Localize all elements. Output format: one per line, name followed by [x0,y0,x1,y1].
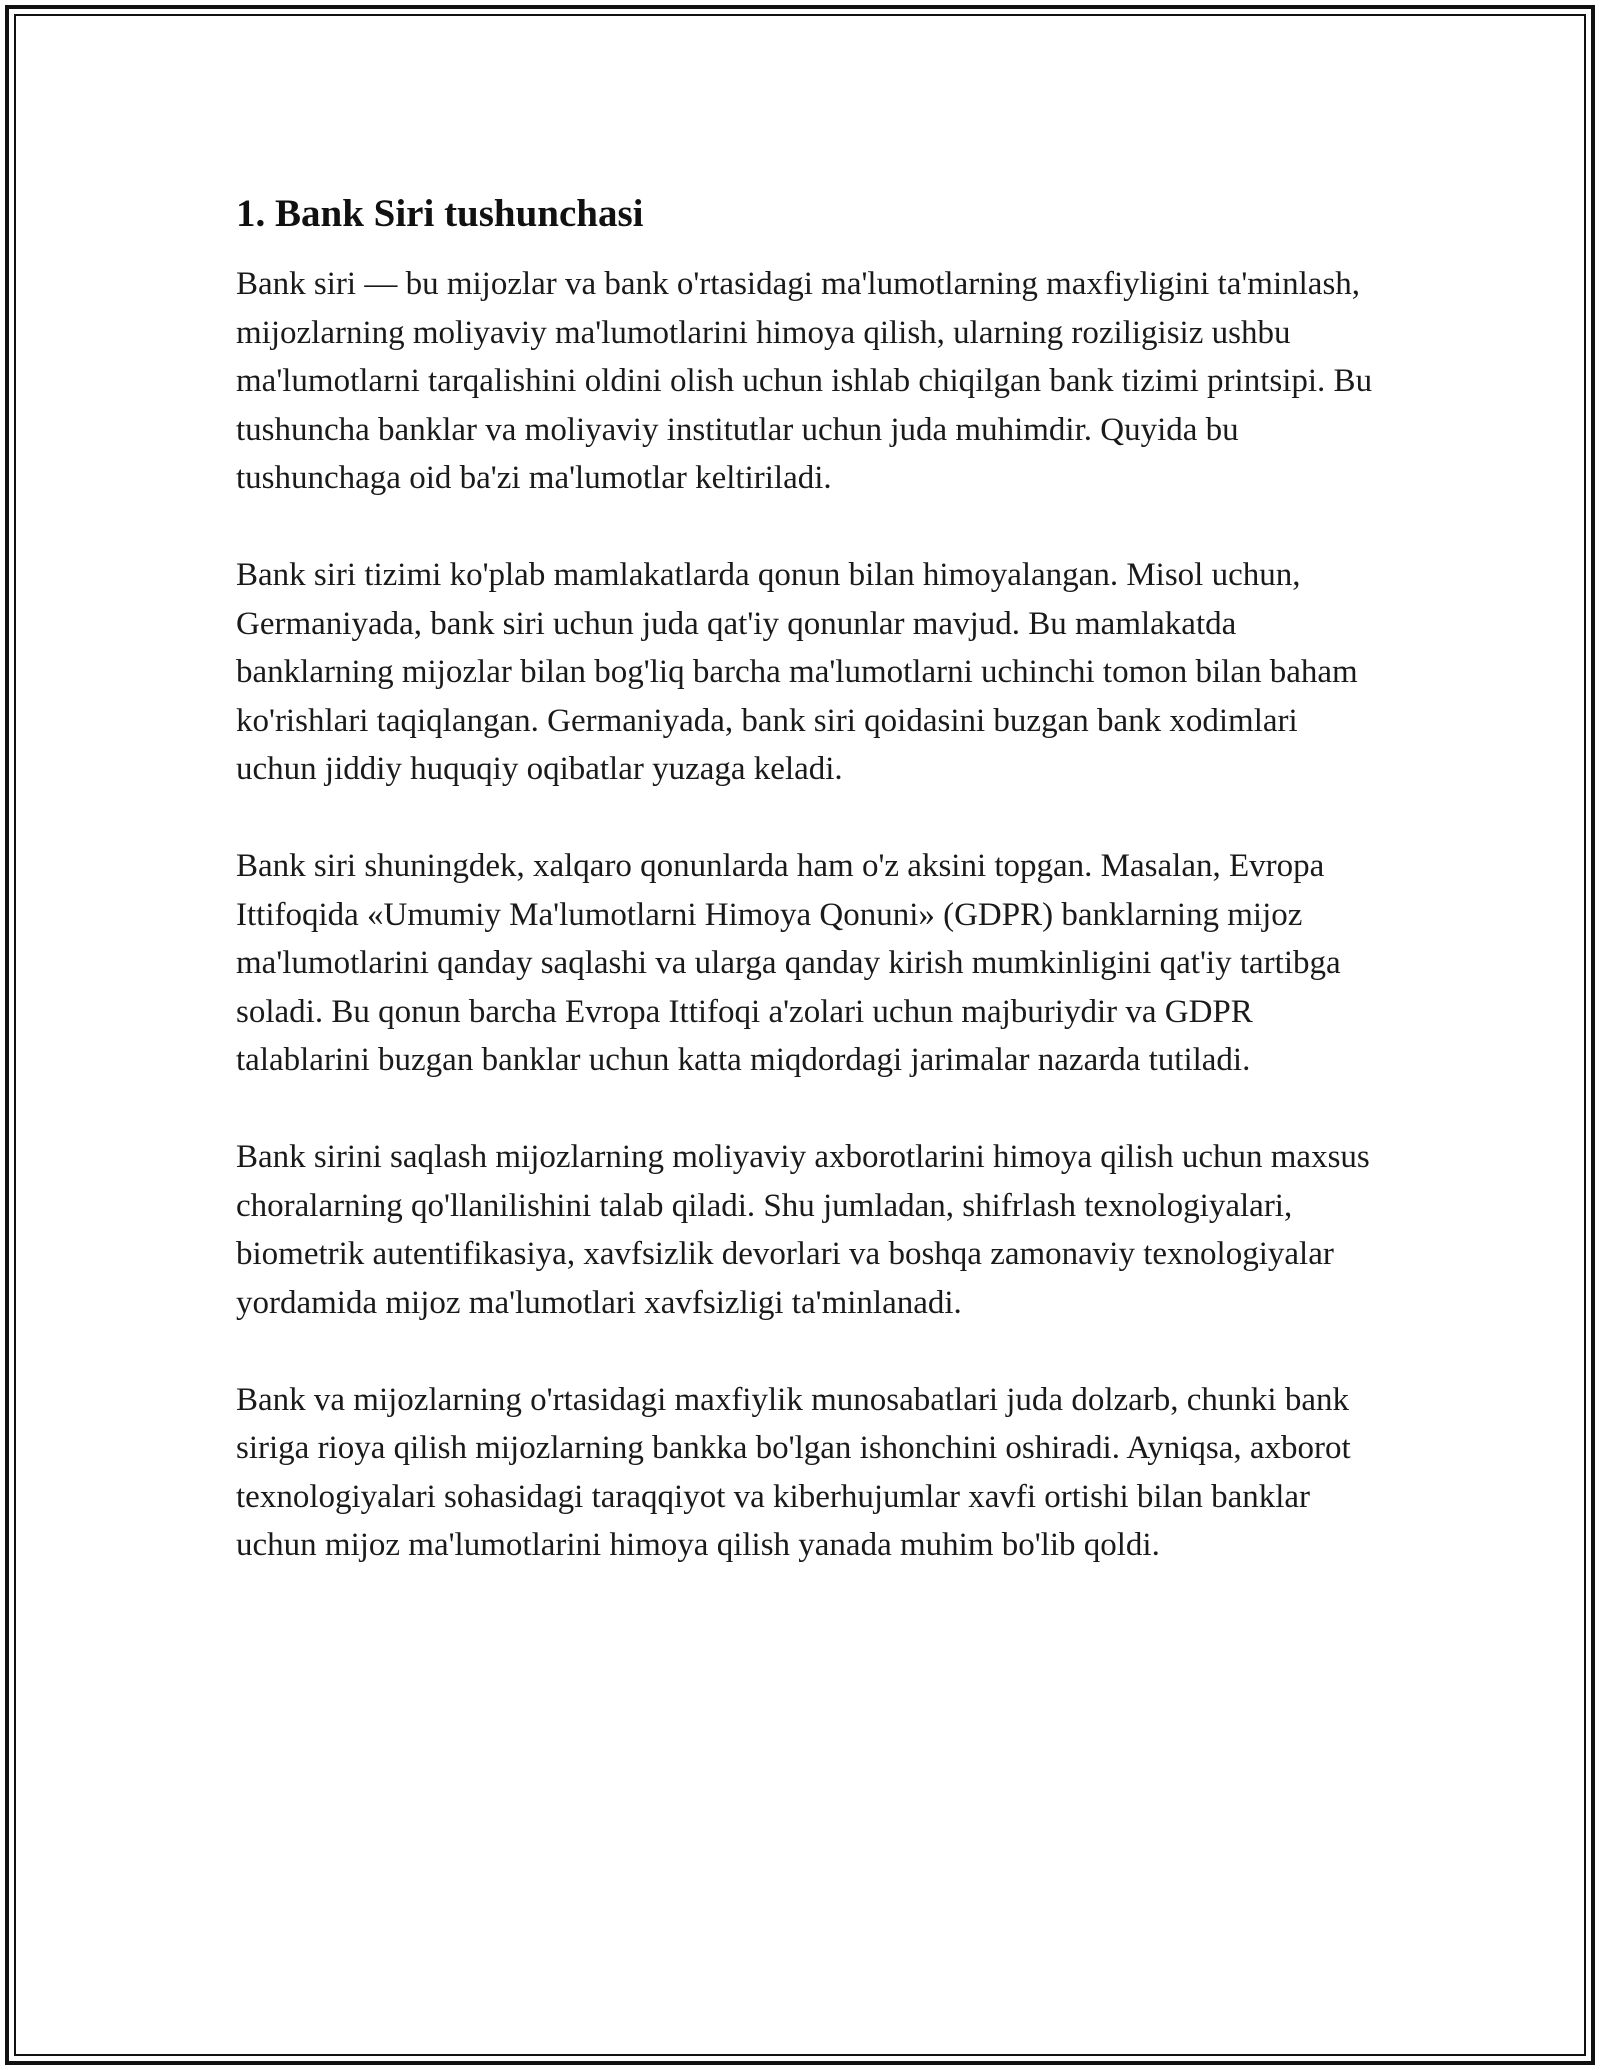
paragraph-security-measures: Bank sirini saqlash mijozlarning moliyaviy axborotlarini himoya qilish uchun maxsus choralarning qo'llanilishini talab qiladi. Shu jumladan, shifrlash texnologiyalari, biometrik autentifikasiya, xavfsizlik devorlari va boshqa zamonaviy texnologiyalar yordamida mijoz ma'lumotlari xavfsizligi ta'minlanadi. [236,1139,1370,1321]
paragraph-definition: Bank siri — bu mijozlar va bank o'rtasidagi ma'lumotlarning maxfiyligini ta'minlash, mijozlarning moliyaviy ma'lumotlarini himoya qilish, ularning roziligisiz ushbu ma'lumotlarni tarqalishini oldini olish uchun ishlab chiqilgan bank tizimi printsipi. Bu tushuncha banklar va moliyaviy institutlar uchun juda muhimdir. Quyida bu tushunchaga oid ba'zi ma'lumotlar keltiriladi. [236,266,1373,496]
paragraph-trust: Bank va mijozlarning o'rtasidagi maxfiylik munosabatlari juda dolzarb, chunki bank siriga rioya qilish mijozlarning bankka bo'lgan ishonchini oshiradi. Ayniqsa, axborot texnologiyalari sohasidagi taraqqiyot va kiberhujumlar xavfi ortishi bilan banklar uchun mijoz ma'lumotlarini himoya qilish yanada muhim bo'lib qoldi. [236,1381,1351,1563]
paragraph-germany: Bank siri tizimi ko'plab mamlakatlarda qonun bilan himoyalangan. Misol uchun, Germaniyada, bank siri uchun juda qat'iy qonunlar mavjud. Bu mamlakatda banklarning mijozlar bilan bog'liq barcha ma'lumotlarni uchinchi tomon bilan baham ko'rishlari taqiqlangan. Germaniyada, bank siri qoidasini buzgan bank xodimlari uchun jiddiy huquqiy oqibatlar yuzaga keladi. [236,557,1358,787]
paragraph-gdpr: Bank siri shuningdek, xalqaro qonunlarda ham o'z aksini topgan. Masalan, Evropa Ittifoqida «Umumiy Ma'lumotlarni Himoya Qonuni» (GDPR) banklarning mijoz ma'lumotlarini qanday saqlashi va ularga qanday kirish mumkinligini qat'iy tartibga soladi. Bu qonun barcha Evropa Ittifoqi a'zolari uchun majburiydir va GDPR talablarini buzgan banklar uchun katta miqdordagi jarimalar nazarda tutiladi. [236,848,1341,1078]
section-title: 1. Bank Siri tushunchasi [236,192,644,235]
document-body [236,190,1376,1618]
